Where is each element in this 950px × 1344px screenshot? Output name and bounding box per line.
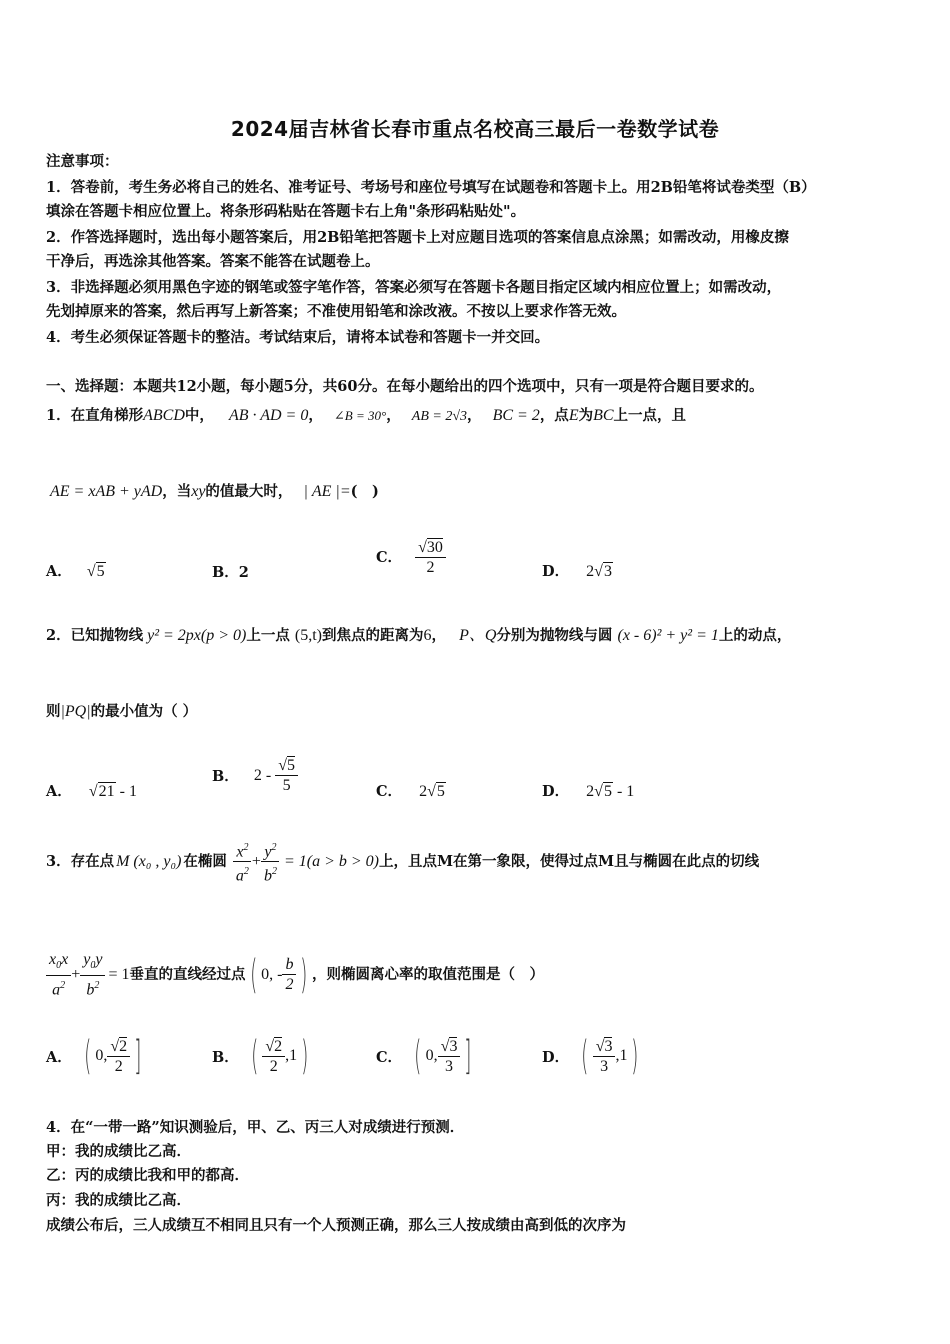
q1-option-a: A． √5 bbox=[46, 563, 105, 580]
q2-option-d: D． 2√5 - 1 bbox=[542, 783, 635, 800]
q3-option-c: C． ( 0, $\frac{√3}{3}$ ] bbox=[376, 1033, 472, 1079]
page-title: 2024届吉林省长春市重点名校高三最后一卷数学试卷 bbox=[230, 117, 720, 141]
q1-math: BC = 2 bbox=[492, 407, 540, 424]
q1-option-c: C． $\frac{√30}{2}$ bbox=[376, 538, 446, 577]
question-3-line-2: $\frac{x_0x}{a^2}$ + $\frac{y_0y}{b^2}$ = 1 垂直的直线经过点 ( 0, - $\frac{b}{2}$ ) ，则椭圆离心率的取值范围是（ ） bbox=[46, 950, 544, 1000]
q1-math: AE = xAB + yAD bbox=[50, 483, 163, 500]
notice-line: 先划掉原来的答案，然后再写上新答案；不准使用铅笔和涂改液。不按以上要求作答无效。 bbox=[46, 303, 626, 320]
notice-line: 填涂在答题卡相应位置上。将条形码粘贴在答题卡右上角"条形码粘贴处"。 bbox=[46, 203, 526, 220]
q3-option-b: B． ( $\frac{√2}{2}$ ,1 ) bbox=[212, 1033, 309, 1079]
q1-option-d: D． 2√3 bbox=[542, 563, 612, 580]
q1-math: BC bbox=[593, 407, 614, 424]
question-4-line: 丙：我的成绩比乙高． bbox=[46, 1192, 191, 1209]
q2-option-c: C． 2√5 bbox=[376, 783, 445, 800]
q1-text: 的值最大时， bbox=[205, 483, 293, 500]
q1-text: 中， bbox=[184, 407, 214, 424]
q1-math: | AE |= bbox=[303, 483, 351, 500]
q1-text: 上一点，且 bbox=[613, 407, 687, 424]
notice-heading: 注意事项： bbox=[46, 153, 119, 170]
notice-line: 干净后，再选涂其他答案。答案不能答在试题卷上。 bbox=[46, 253, 380, 270]
q1-text: 1．在直角梯形 bbox=[46, 407, 144, 424]
notice-line: 1．答卷前，考生务必将自己的姓名、准考证号、考场号和座位号填写在试题卷和答题卡上。用2B铅笔将试卷类型（B） bbox=[46, 179, 816, 196]
question-4-line: 成绩公布后，三人成绩互不相同且只有一个人预测正确，那么三人按成绩由高到低的次序为 bbox=[46, 1217, 626, 1234]
q3-option-d: D． ( $\frac{√3}{3}$ ,1 ) bbox=[542, 1033, 639, 1079]
q1-text: ，点 bbox=[539, 407, 569, 424]
q1-math: xy bbox=[191, 483, 206, 500]
q1-text: 为 bbox=[578, 407, 594, 424]
q1-option-b: B．2 bbox=[212, 564, 249, 581]
q2-option-a: A． √21 - 1 bbox=[46, 783, 137, 800]
q1-math: ∠B = 30° bbox=[333, 408, 387, 423]
q1-text: ， bbox=[386, 407, 401, 424]
question-2-line-2: 则|PQ|的最小值为（ ） bbox=[46, 703, 198, 720]
q1-math: AB · AD = 0 bbox=[228, 407, 309, 424]
q1-math: AB = 2√3 bbox=[411, 409, 467, 424]
q3-option-a: A． ( 0, $\frac{√2}{2}$ ] bbox=[46, 1033, 142, 1079]
question-4-line: 4．在“一带一路”知识测验后，甲、乙、丙三人对成绩进行预测． bbox=[46, 1119, 465, 1136]
notice-line: 4．考生必须保证答题卡的整洁。考试结束后，请将本试卷和答题卡一并交回。 bbox=[46, 329, 550, 346]
question-4-line: 乙：丙的成绩比我和甲的都高． bbox=[46, 1167, 249, 1184]
question-4-line: 甲：我的成绩比乙高． bbox=[46, 1143, 191, 1160]
question-2-line-1: 2．已知抛物线 y² = 2px(p > 0)上一点 (5,t)到焦点的距离为6， P、Q分别为抛物线与圆 (x - 6)² + y² = 1上的动点， bbox=[46, 627, 792, 644]
notice-line: 3．非选择题必须用黑色字迹的钢笔或签字笔作答，答案必须写在答题卡各题目指定区域内相应位置上；如需改动， bbox=[46, 279, 782, 296]
question-1-line-1 bbox=[46, 406, 686, 427]
notice-line: 2．作答选择题时，选出每小题答案后，用2B铅笔把答题卡上对应题目选项的答案信息点涂黑；如需改动，用橡皮擦 bbox=[46, 229, 789, 246]
q1-math: ABCD bbox=[143, 407, 185, 424]
question-1-line-2 bbox=[50, 482, 379, 502]
q1-text: ，当 bbox=[162, 483, 192, 500]
q1-math: E bbox=[568, 407, 579, 424]
q1-text: ， bbox=[467, 407, 482, 424]
q2-option-b: B． 2 - $\frac{√5}{5}$ bbox=[212, 756, 298, 795]
question-3-line-1: 3．存在点 M (x₀ , y₀) 在椭圆 $\frac{x^2}{a^2}$ + $\frac{y^2}{b^2}$ = 1(a > b > 0) 上，且点M在第一象限，使得过点M且与椭圆在此点的切线 bbox=[46, 838, 759, 886]
section-heading: 一、选择题：本题共12小题，每小题5分，共60分。在每小题给出的四个选项中，只有一项是符合题目要求的。 bbox=[46, 378, 764, 395]
q1-text: ( ) bbox=[350, 483, 379, 500]
q1-text: ， bbox=[308, 407, 323, 424]
